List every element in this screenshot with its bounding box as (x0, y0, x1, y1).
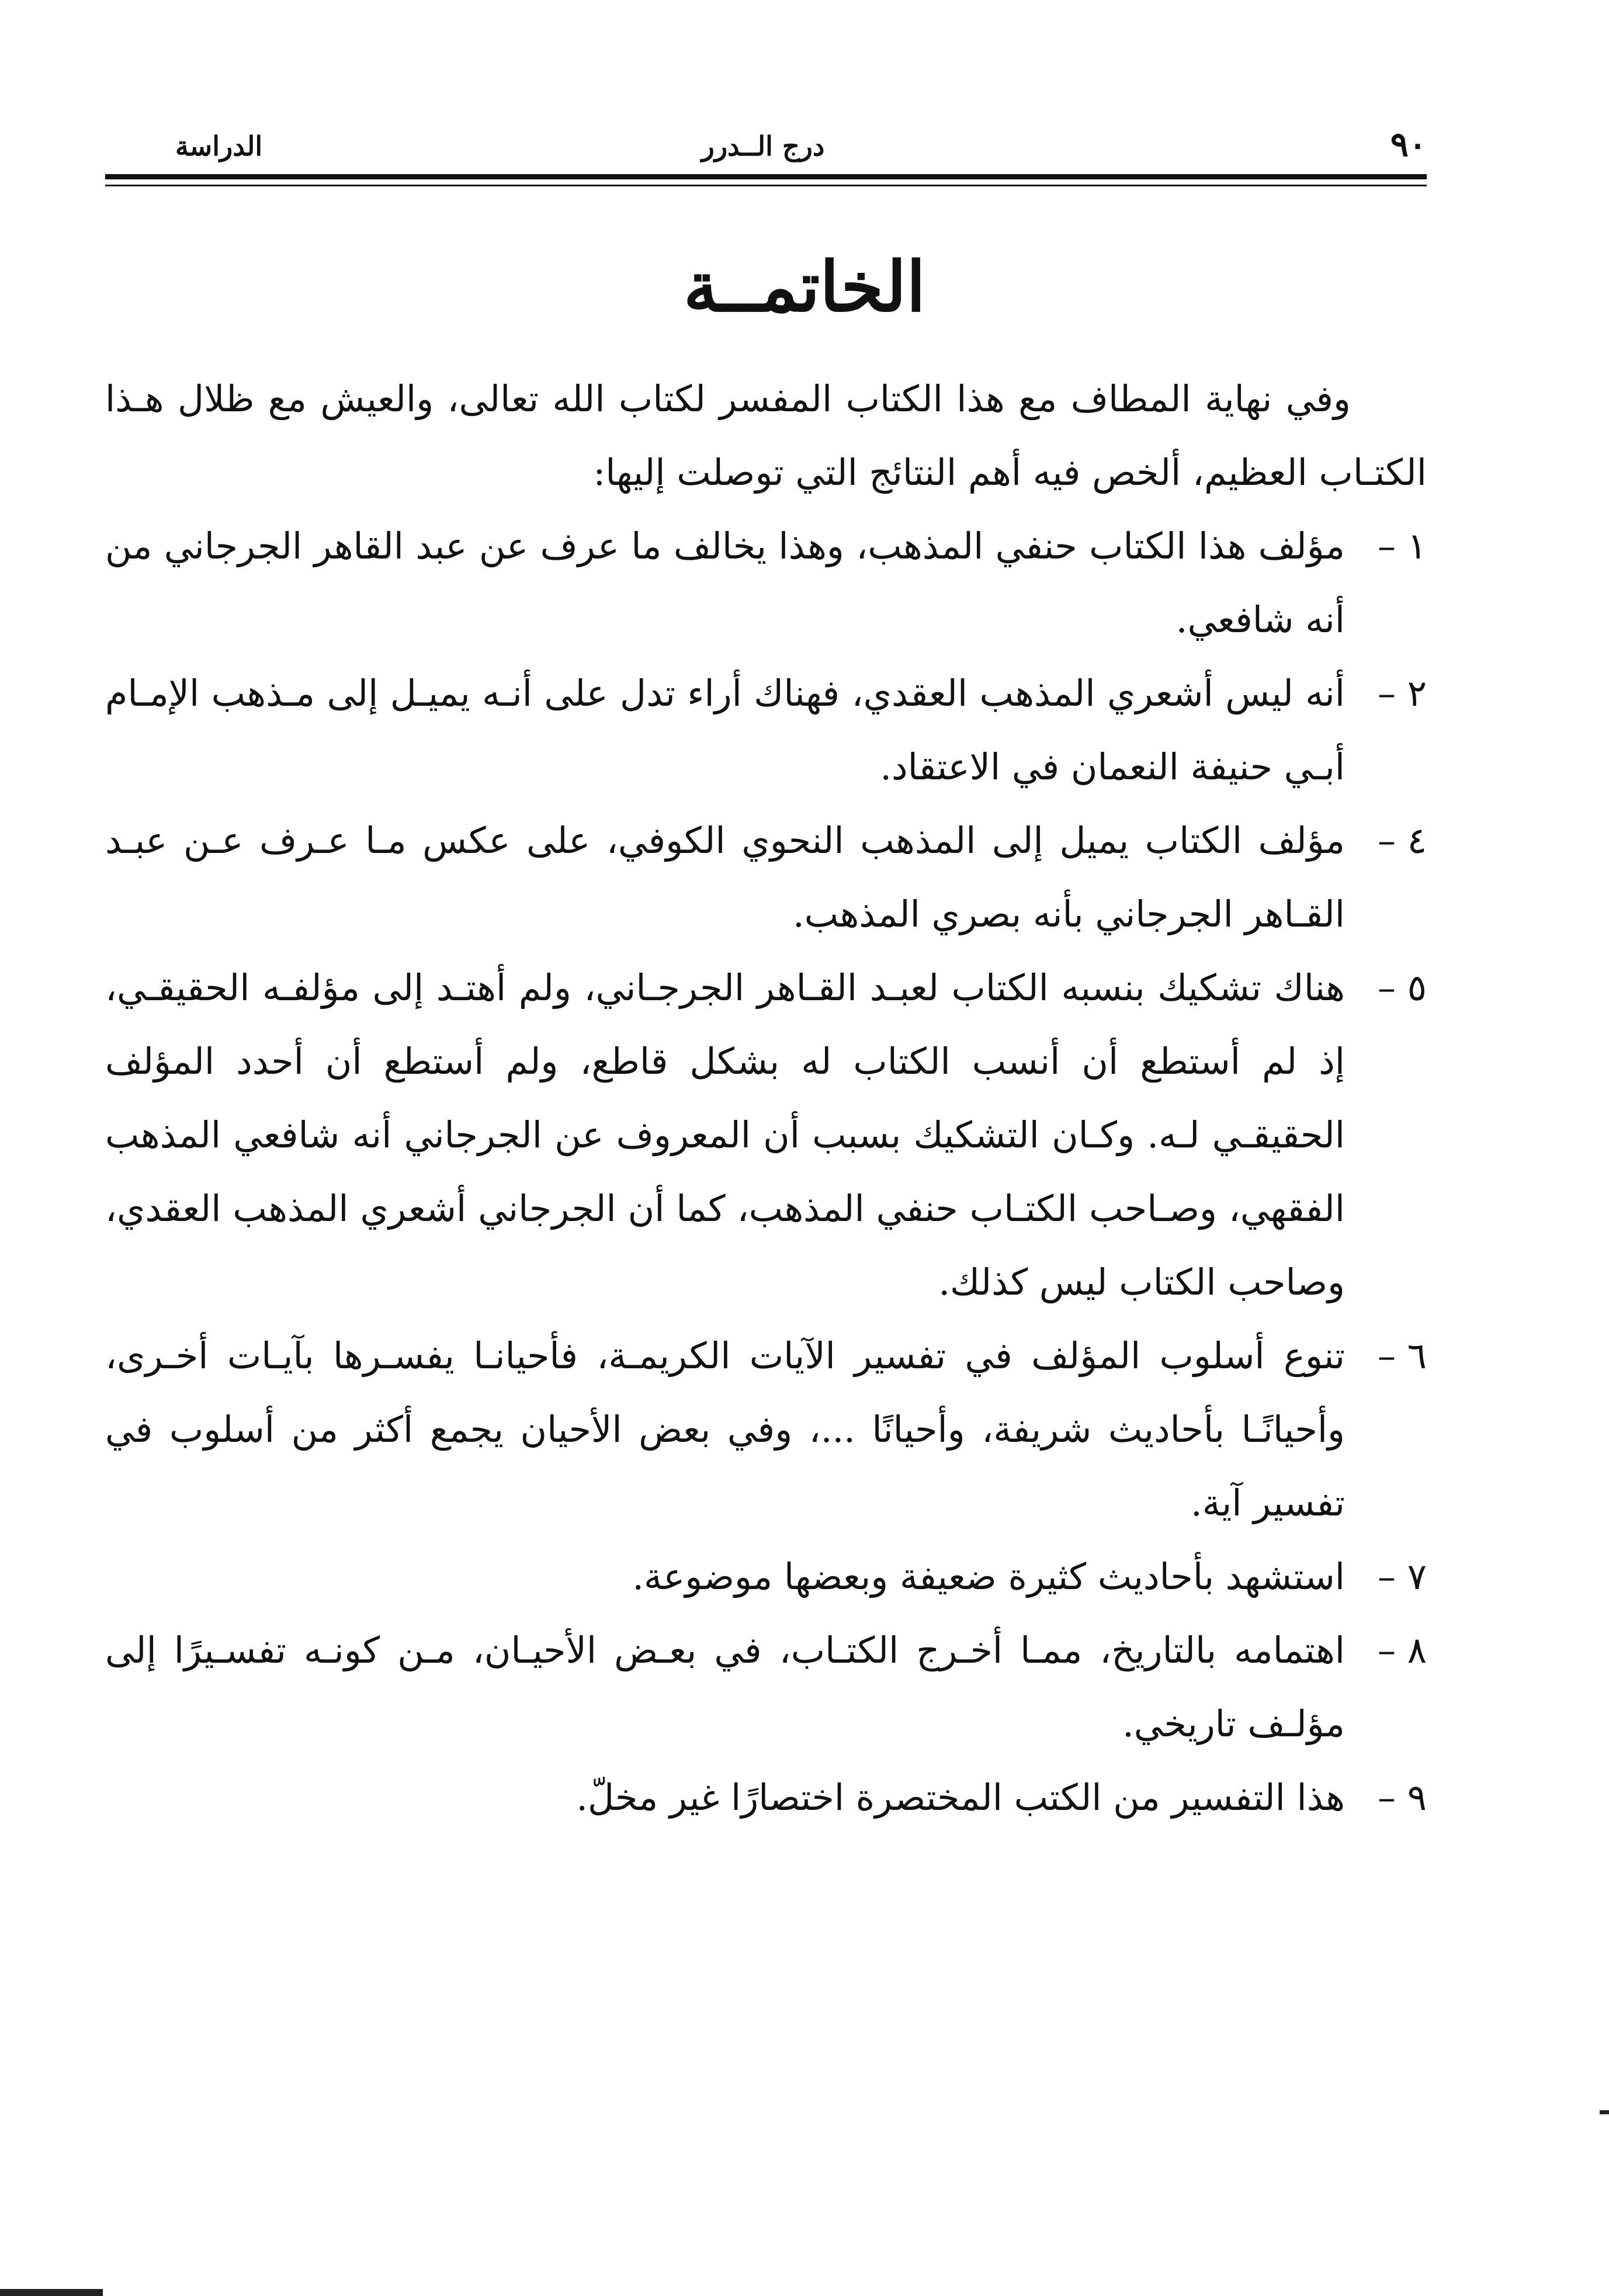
scan-mark-bottom-left (0, 2289, 103, 2296)
page-header (99, 120, 1427, 172)
header-rule-thin (105, 185, 1427, 186)
list-item-text: استشهد بأحاديث كثيرة ضعيفة وبعضها موضوعة. (632, 1555, 1345, 1598)
chapter-title: الخاتمــة (683, 246, 926, 327)
list-item (105, 1540, 1427, 1614)
list-item-text: مؤلف هذا الكتاب حنفي المذهب، وهذا يخالف ما عرف عن عبد القاهر الجرجاني من أنه شافعي. (105, 525, 1345, 641)
list-item (105, 509, 1427, 657)
scan-mark-right-edge (1600, 2110, 1609, 2114)
list-item-number: ٥ – (1377, 966, 1427, 1009)
list-item-number: ٨ – (1377, 1629, 1427, 1671)
list-item-number: ٤ – (1377, 819, 1427, 862)
list-item-number: ٩ – (1377, 1776, 1427, 1819)
list-item-text: اهتمامه بالتاريخ، ممـا أخـرج الكتـاب، في بعـض الأحيـان، مـن كونـه تفسـيرًا إلى مؤلـف تاريخي. (105, 1629, 1345, 1745)
list-item-text: مؤلف الكتاب يميل إلى المذهب النحوي الكوفي، على عكس مـا عـرف عـن عبـد القـاهر الجرجاني بأنه بصري المذهب. (105, 819, 1345, 935)
intro-paragraph: وفي نهاية المطاف مع هذا الكتاب المفسر لكتاب الله تعالى، والعيش مع ظلال هـذا الكتـاب العظيم، ألخص فيه أهم النتائج التي توصلت إليها: (105, 377, 1427, 494)
list-item (105, 1761, 1427, 1834)
list-item-number: ٢ – (1377, 672, 1427, 715)
page-number: ٩٠ (1390, 124, 1427, 164)
list-item (105, 951, 1427, 1319)
list-item-number: ٧ – (1377, 1555, 1427, 1598)
list-item-number: ١ – (1377, 525, 1427, 567)
list-item-text: هناك تشكيك بنسبه الكتاب لعبـد القـاهر الجرجـاني، ولم أهتـد إلى مؤلفـه الحقيقـي، إذ لم أستطع أن أنسب الكتاب له بشكل قاطع، ولم أستطع أن أحدد المؤلف الحقيقـي لـه. وكـان التشكيك بسبب أن المعروف عن الجرجاني أنه شافعي المذهب الفقهي، وصـاحب الكتـاب حنفي المذهب، كما أن الجرجاني أشعري المذهب العقدي، وصاحب الكتاب ليس كذلك. (105, 966, 1346, 1303)
list-item (105, 657, 1427, 804)
body-text (105, 362, 1427, 1834)
header-section-title: الدراسة (175, 130, 263, 162)
list-item-text: أنه ليس أشعري المذهب العقدي، فهناك أراء تدل على أنـه يميـل إلى مـذهب الإمـام أبـي حنيفة النعمان في الاعتقاد. (105, 672, 1345, 788)
list-item-text: تنوع أسلوب المؤلف في تفسير الآيات الكريمـة، فأحيانـا يفسـرها بآيـات أخـرى، وأحيانًـا بأحاديث شريفة، وأحيانًا ...، وفي بعض الأحيان يجمع أكثر من أسلوب في تفسير آية. (105, 1334, 1345, 1524)
list-item-text: هذا التفسير من الكتب المختصرة اختصارًا غير مخلّ. (576, 1776, 1345, 1819)
list-item-number: ٦ – (1377, 1334, 1427, 1377)
list-item (105, 804, 1427, 951)
list-item (105, 1614, 1427, 1761)
list-item (105, 1319, 1427, 1540)
header-rule-thick (105, 174, 1427, 179)
header-running-title: درج الــدرر (701, 130, 825, 162)
